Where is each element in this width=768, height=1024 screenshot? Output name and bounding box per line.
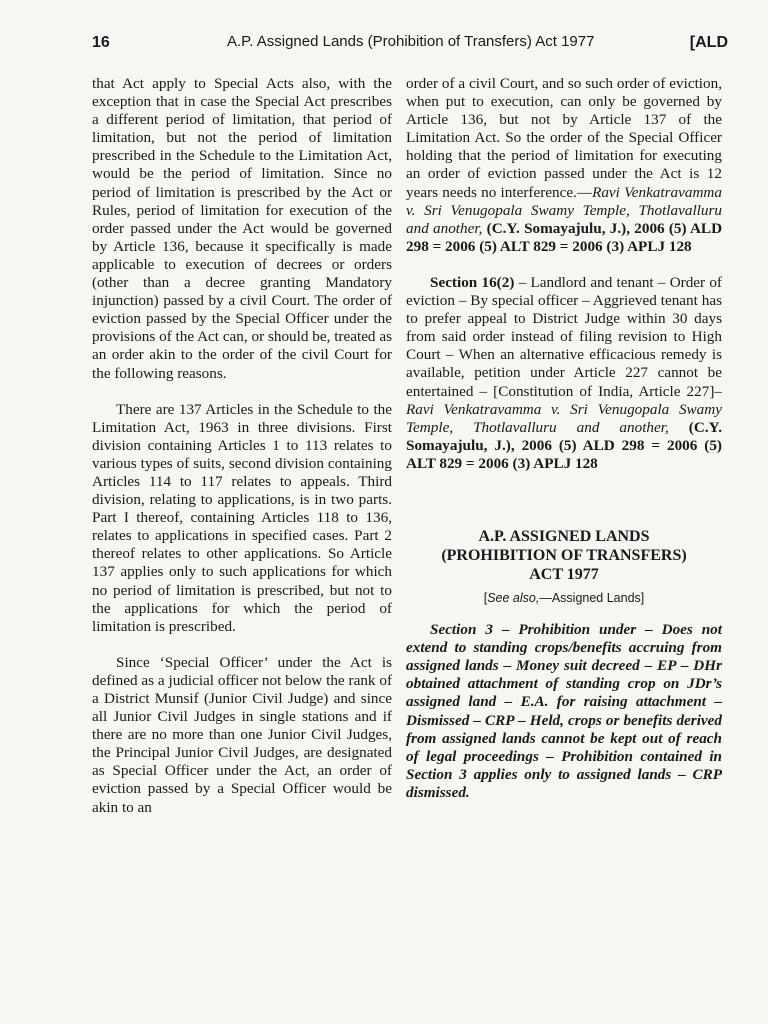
left-paragraph-2: There are 137 Articles in the Schedule to the Limitation Act, 1963 in three divisions. First division containing Articles 1 to 113 relates to various types of suits, second division containing Articles 114 to 117 relates to appeals. Third division, relating to applications, is in two parts. Part I thereof, containing Articles 118 to 136, relates to applications in specified cases. Part 2 thereof relates to other applications. So Article 137 applies only to such applications for which no period of limitation is prescribed, but not to the applications for which the period of limitation is prescribed.	[92, 400, 392, 635]
act-title-line-2: (PROHIBITION OF TRANSFERS)	[441, 546, 687, 564]
left-paragraph-1: that Act apply to Special Acts also, with the exception that in case the Special Act prescribes a different period of limitation, that period of limitation, but not the period of limitation prescribed in the Schedule to the Limitation Act, would be the period of limitation. Since no period of limitation is prescribed by the Act or Rules, period of limitation for execution of the order passed under the Act would be governed by Article 136, because it specifically is made applicable to execution of decrees or orders (other than a decree granting Mandatory injunction) passed by a civil Court. The order of eviction passed by the Special Officer under the provisions of the Act can, or should be, treated as an order akin to the order of the civil Court for the following reasons.	[92, 75, 392, 382]
act-title-line-1: A.P. ASSIGNED LANDS	[478, 527, 650, 545]
right-paragraph-2	[406, 274, 722, 473]
para1-citation: 2006 (5) ALD 298 = 2006 (5) ALT 829 = 2006 (3) APLJ 128	[406, 219, 723, 255]
page-number: 16	[92, 34, 110, 51]
running-title: A.P. Assigned Lands (Prohibition of Transfers) Act 1977	[227, 33, 595, 50]
right-column	[406, 75, 722, 802]
see-also-bracket: [	[483, 590, 488, 605]
para2-case-name: Ravi Venkatravamma v. Sri Venugopala Swamy Temple, Thotlavalluru and another,	[406, 400, 722, 436]
section-3-headnote: Section 3 – Prohibition under – Does not extend to standing crops/benefits accruing from assigned lands – Money suit decreed – EP – DHr obtained attachment of standing crop on JDr’s assigned land – E.A. for raising attachment – Dismissed – CRP – Held, crops or benefits derived from assigned lands cannot be kept out of reach of legal proceedings – Prohibition contained in Section 3 applies only to assigned lands – CRP dismissed.	[406, 621, 722, 801]
right-paragraph-1	[406, 75, 722, 256]
left-paragraph-3: Since ‘Special Officer’ under the Act is defined as a judicial officer not below the rank of a District Munsif (Junior Civil Judge) and since all Junior Civil Judges in single stations and if there are no more than one Junior Civil Judges, the Principal Junior Civil Judges, are designated as Special Officer under the Act, an order of eviction passed by a Special Officer would be akin to an	[92, 653, 392, 816]
see-also-reference	[406, 589, 722, 607]
act-title-line-3: ACT 1977	[529, 565, 599, 583]
see-also-text: —Assigned Lands]	[539, 590, 645, 605]
section-16-2-lead: Section 16(2)	[430, 273, 515, 291]
see-also-label: See also,	[487, 590, 540, 605]
para1-case-name: Ravi Venkatravamma v. Sri Venugopala Swamy Temple, Thotlavalluru and another,	[406, 183, 722, 237]
para2-text: – Landlord and tenant – Order of eviction – By special officer – Aggrieved tenant has to prefer appeal to District Judge within 30 days from said order instead of filing revision to High Court – When an alternative efficacious remedy is available, petition under Article 227 cannot be entertained – [Constitution of India, Article 227]–	[406, 273, 722, 400]
para2-judge: (C.Y. Somayajulu, J.),	[406, 418, 722, 454]
para2-citation: 2006 (5) ALD 298 = 2006 (5) ALT 829 = 2006 (3) APLJ 128	[406, 436, 722, 472]
left-column	[92, 75, 392, 817]
act-section-title	[406, 527, 722, 584]
para1-judge: (C.Y. Somayajulu, J.),	[486, 219, 630, 237]
running-header	[92, 30, 728, 54]
para1-text: order of a civil Court, and so such order of eviction, when put to execution, can only be governed by Article 136, but not by Article 137 of the Limitation Act. So the order of the Special Officer holding that the period of limitation for executing an order of eviction passed under the Act is 12 years needs no interference.—	[406, 75, 722, 201]
report-tag: [ALD	[689, 34, 728, 51]
